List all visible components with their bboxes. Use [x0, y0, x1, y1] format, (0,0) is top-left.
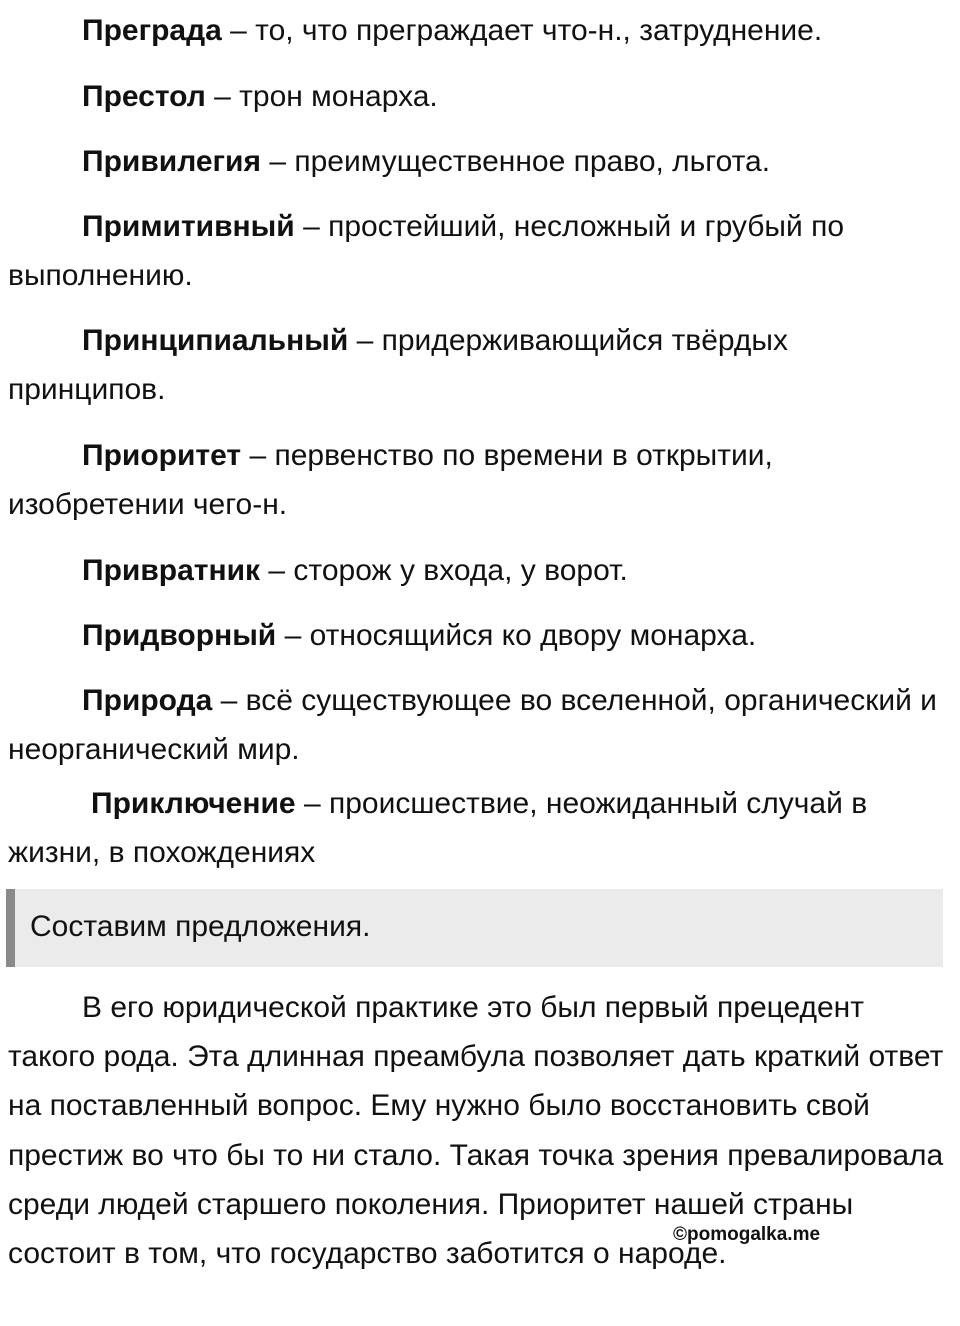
- glossary-term: Природа: [82, 684, 213, 717]
- section-heading: Составим предложения.: [30, 910, 371, 943]
- glossary-term: Придворный: [82, 619, 277, 652]
- glossary-term: Престол: [82, 80, 206, 113]
- glossary-definition: – сторож у входа, у ворот.: [260, 554, 628, 587]
- example-paragraph: В его юридической практике это был первый прецедент такого рода. Эта длинная преамбула позволяет дать краткий ответ на поставленный вопрос. Ему нужно было восстановить свой престиж во что бы то ни стало. Такая точка зрения превалировала среди людей старшего поколения. Приоритет нашей страны состоит в том, что государство заботится о народе.: [8, 991, 944, 1271]
- glossary-term: Приоритет: [82, 439, 242, 472]
- glossary-term: Преграда: [82, 14, 222, 47]
- glossary-definition: – придерживающийся твёрдых принципов.: [8, 324, 788, 406]
- glossary-entry-primitivny: [8, 202, 953, 300]
- glossary-definition: – простейший, несложный и грубый по выполнению.: [8, 210, 845, 292]
- glossary-term: Принципиальный: [82, 324, 349, 357]
- glossary-entry-prioritet: [8, 431, 953, 529]
- glossary-definition: – то, что преграждает что-н., затруднение.: [221, 14, 823, 47]
- glossary-entry-priroda: [8, 676, 953, 774]
- glossary-entry-privratnik: [8, 546, 953, 595]
- glossary-definition: – происшествие, неожиданный случай в жизни, в похождениях: [8, 787, 868, 869]
- glossary-term: Привилегия: [82, 145, 262, 178]
- glossary-term: Приключение: [91, 787, 296, 820]
- glossary-definition: – первенство по времени в открытии, изобретении чего-н.: [8, 439, 773, 521]
- glossary-term: Примитивный: [82, 210, 295, 243]
- glossary-definition: – всё существующее во вселенной, органический и неорганический мир.: [8, 684, 937, 766]
- glossary-entry-printsipialny: [8, 316, 953, 414]
- glossary-entry-prestol: [8, 72, 953, 121]
- glossary-entry-privilegiya: [8, 137, 953, 186]
- section-callout: [6, 889, 943, 967]
- glossary-entry-pridvorny: [8, 611, 953, 660]
- glossary-term: Привратник: [82, 554, 261, 587]
- glossary-entry-priklyuchenie: [8, 779, 953, 877]
- glossary-definition: – трон монарха.: [205, 80, 438, 113]
- glossary-entry-pregrada: [8, 6, 953, 55]
- glossary-definition: – относящийся ко двору монарха.: [276, 619, 757, 652]
- glossary-definition: – преимущественное право, льгота.: [261, 145, 771, 178]
- watermark: ©pomogalka.me: [673, 1224, 821, 1245]
